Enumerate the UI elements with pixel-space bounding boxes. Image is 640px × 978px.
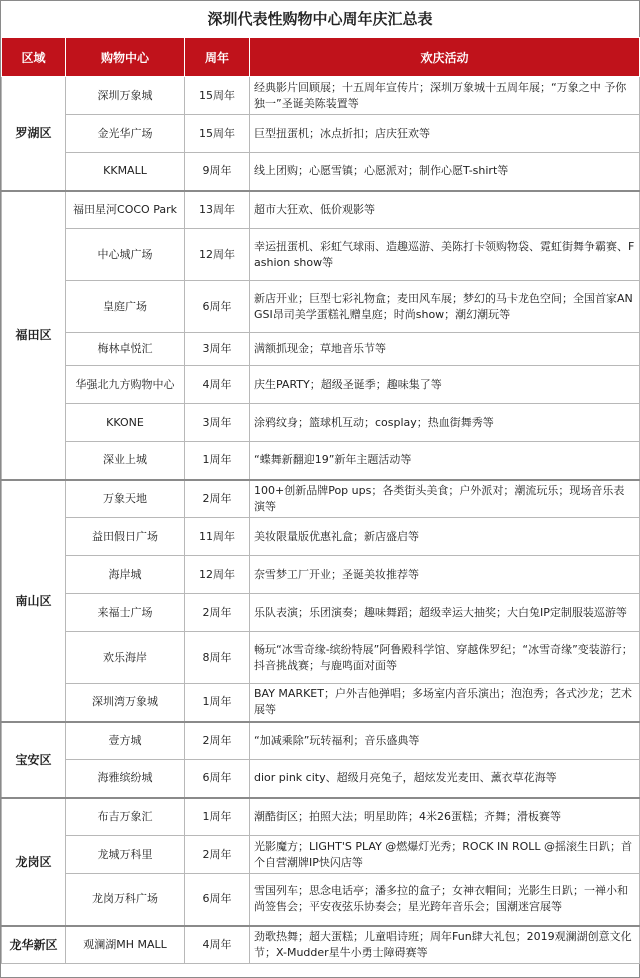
activities-cell: 超市大狂欢、低价观影等	[250, 191, 640, 229]
table-row	[2, 480, 640, 518]
anniversary-cell: 11周年	[185, 518, 250, 556]
mall-name-cell: 金光华广场	[66, 115, 185, 153]
mall-name-cell: 万象天地	[66, 480, 185, 518]
table-row	[2, 366, 640, 404]
mall-name-cell: 龙岗万科广场	[66, 874, 185, 926]
activities-cell: 雪国列车；思念电话亭；潘多拉的盒子；女神衣帽间；光影生日趴；一禅小和尚签售会；平安夜弦乐协奏会；星光跨年音乐会；国潮迷宫展等	[250, 874, 640, 926]
activities-cell: 畅玩“冰雪奇缘-缤纷特展”阿鲁殿科学馆、穿越侏罗纪；“冰雪奇缘”变装游行；抖音挑战赛；与鹿鸣面对面等	[250, 632, 640, 684]
activities-cell: “蝶舞新翻迎19”新年主题活动等	[250, 442, 640, 480]
anniversary-cell: 2周年	[185, 722, 250, 760]
anniversary-cell: 6周年	[185, 281, 250, 333]
mall-name-cell: 福田星河COCO Park	[66, 191, 185, 229]
district-cell: 龙岗区	[2, 798, 66, 926]
table-row	[2, 594, 640, 632]
anniversary-cell: 12周年	[185, 229, 250, 281]
sheet-title: 深圳代表性购物中心周年庆汇总表	[207, 10, 433, 28]
table-row	[2, 556, 640, 594]
mall-name-cell: 壹方城	[66, 722, 185, 760]
mall-name-cell: 观澜湖MH MALL	[66, 926, 185, 964]
table-row	[2, 77, 640, 115]
anniversary-cell: 3周年	[185, 333, 250, 366]
column-header-mall: 购物中心	[66, 38, 185, 77]
anniversary-cell: 13周年	[185, 191, 250, 229]
anniversary-cell: 15周年	[185, 77, 250, 115]
anniversary-cell: 4周年	[185, 926, 250, 964]
table-row	[2, 442, 640, 480]
activities-cell: 幸运扭蛋机、彩虹气球雨、造趣巡游、美陈打卡领购物袋、霓虹街舞争霸赛、Fashion show等	[250, 229, 640, 281]
activities-cell: 满额抓现金；草地音乐节等	[250, 333, 640, 366]
table-row	[2, 760, 640, 798]
anniversary-table	[1, 37, 640, 964]
table-row	[2, 836, 640, 874]
table-header-row	[2, 38, 640, 77]
table-row	[2, 632, 640, 684]
mall-name-cell: 皇庭广场	[66, 281, 185, 333]
anniversary-cell: 9周年	[185, 153, 250, 191]
table-row	[2, 684, 640, 722]
district-cell: 罗湖区	[2, 77, 66, 191]
anniversary-cell: 2周年	[185, 594, 250, 632]
activities-cell: BAY MARKET；户外吉他弹唱；多场室内音乐演出；泡泡秀；各式沙龙；艺术展等	[250, 684, 640, 722]
table-row	[2, 333, 640, 366]
anniversary-cell: 1周年	[185, 798, 250, 836]
anniversary-cell: 8周年	[185, 632, 250, 684]
table-row	[2, 229, 640, 281]
anniversary-cell: 6周年	[185, 874, 250, 926]
table-row	[2, 281, 640, 333]
activities-cell: 乐队表演；乐团演奏；趣味舞蹈；超级幸运大抽奖；大白兔IP定制服装巡游等	[250, 594, 640, 632]
activities-cell: 潮酷街区；拍照大法；明星助阵；4米26蛋糕；齐舞；滑板赛等	[250, 798, 640, 836]
table-row	[2, 153, 640, 191]
mall-name-cell: 来福士广场	[66, 594, 185, 632]
mall-name-cell: 益田假日广场	[66, 518, 185, 556]
mall-name-cell: 海岸城	[66, 556, 185, 594]
mall-name-cell: 深圳湾万象城	[66, 684, 185, 722]
table-row	[2, 798, 640, 836]
column-header-district: 区域	[2, 38, 66, 77]
district-cell: 龙华新区	[2, 926, 66, 964]
activities-cell: 巨型扭蛋机；冰点折扣；店庆狂欢等	[250, 115, 640, 153]
mall-name-cell: 布吉万象汇	[66, 798, 185, 836]
table-row	[2, 404, 640, 442]
activities-cell: 新店开业；巨型七彩礼物盒；麦田风车展；梦幻的马卡龙色空间；全国首家ANGSI昂司美学蛋糕礼赠皇庭；时尚show；潮幻潮玩等	[250, 281, 640, 333]
anniversary-cell: 15周年	[185, 115, 250, 153]
activities-cell: 劲歌热舞；超大蛋糕；儿童唱诗班；周年Fun肆大礼包；2019观澜湖创意文化节；X-Mudder星牛小勇士障碍赛等	[250, 926, 640, 964]
table-row	[2, 874, 640, 926]
anniversary-cell: 6周年	[185, 760, 250, 798]
activities-cell: 经典影片回顾展；十五周年宣传片；深圳万象城十五周年展；“万象之中 予你独一”圣诞美陈装置等	[250, 77, 640, 115]
table-row	[2, 115, 640, 153]
anniversary-cell: 1周年	[185, 442, 250, 480]
table-body	[2, 77, 640, 964]
mall-name-cell: 海雅缤纷城	[66, 760, 185, 798]
mall-name-cell: 梅林卓悦汇	[66, 333, 185, 366]
mall-name-cell: 华强北九方购物中心	[66, 366, 185, 404]
activities-cell: dior pink city、超级月亮兔子，超炫发光麦田、薰衣草花海等	[250, 760, 640, 798]
anniversary-cell: 2周年	[185, 480, 250, 518]
table-row	[2, 191, 640, 229]
table-row	[2, 518, 640, 556]
anniversary-cell: 3周年	[185, 404, 250, 442]
mall-name-cell: 深业上城	[66, 442, 185, 480]
table-row	[2, 722, 640, 760]
mall-name-cell: KKONE	[66, 404, 185, 442]
activities-cell: 奈雪梦工厂开业；圣诞美妆推荐等	[250, 556, 640, 594]
activities-cell: 100+创新品牌Pop ups；各类街头美食；户外派对；潮流玩乐；现场音乐表演等	[250, 480, 640, 518]
activities-cell: 光影魔方；LIGHT'S PLAY @燃爆灯光秀；ROCK IN ROLL @摇滚生日趴；首个自营潮牌IP快闪店等	[250, 836, 640, 874]
column-header-activities: 欢庆活动	[250, 38, 640, 77]
mall-name-cell: 深圳万象城	[66, 77, 185, 115]
district-cell: 宝安区	[2, 722, 66, 798]
district-cell: 福田区	[2, 191, 66, 480]
anniversary-cell: 12周年	[185, 556, 250, 594]
anniversary-cell: 2周年	[185, 836, 250, 874]
mall-name-cell: 欢乐海岸	[66, 632, 185, 684]
table-row	[2, 926, 640, 964]
activities-cell: 线上团购；心愿雪镇；心愿派对；制作心愿T-shirt等	[250, 153, 640, 191]
mall-name-cell: 中心城广场	[66, 229, 185, 281]
mall-name-cell: 龙城万科里	[66, 836, 185, 874]
district-cell: 南山区	[2, 480, 66, 722]
column-header-anniversary: 周年	[185, 38, 250, 77]
anniversary-cell: 4周年	[185, 366, 250, 404]
activities-cell: 美妆限量版优惠礼盒；新店盛启等	[250, 518, 640, 556]
mall-name-cell: KKMALL	[66, 153, 185, 191]
activities-cell: 庆生PARTY；超级圣诞季；趣味集了等	[250, 366, 640, 404]
activities-cell: “加减乘除”玩转福利；音乐盛典等	[250, 722, 640, 760]
anniversary-cell: 1周年	[185, 684, 250, 722]
activities-cell: 涂鸦纹身；篮球机互动；cosplay；热血街舞秀等	[250, 404, 640, 442]
